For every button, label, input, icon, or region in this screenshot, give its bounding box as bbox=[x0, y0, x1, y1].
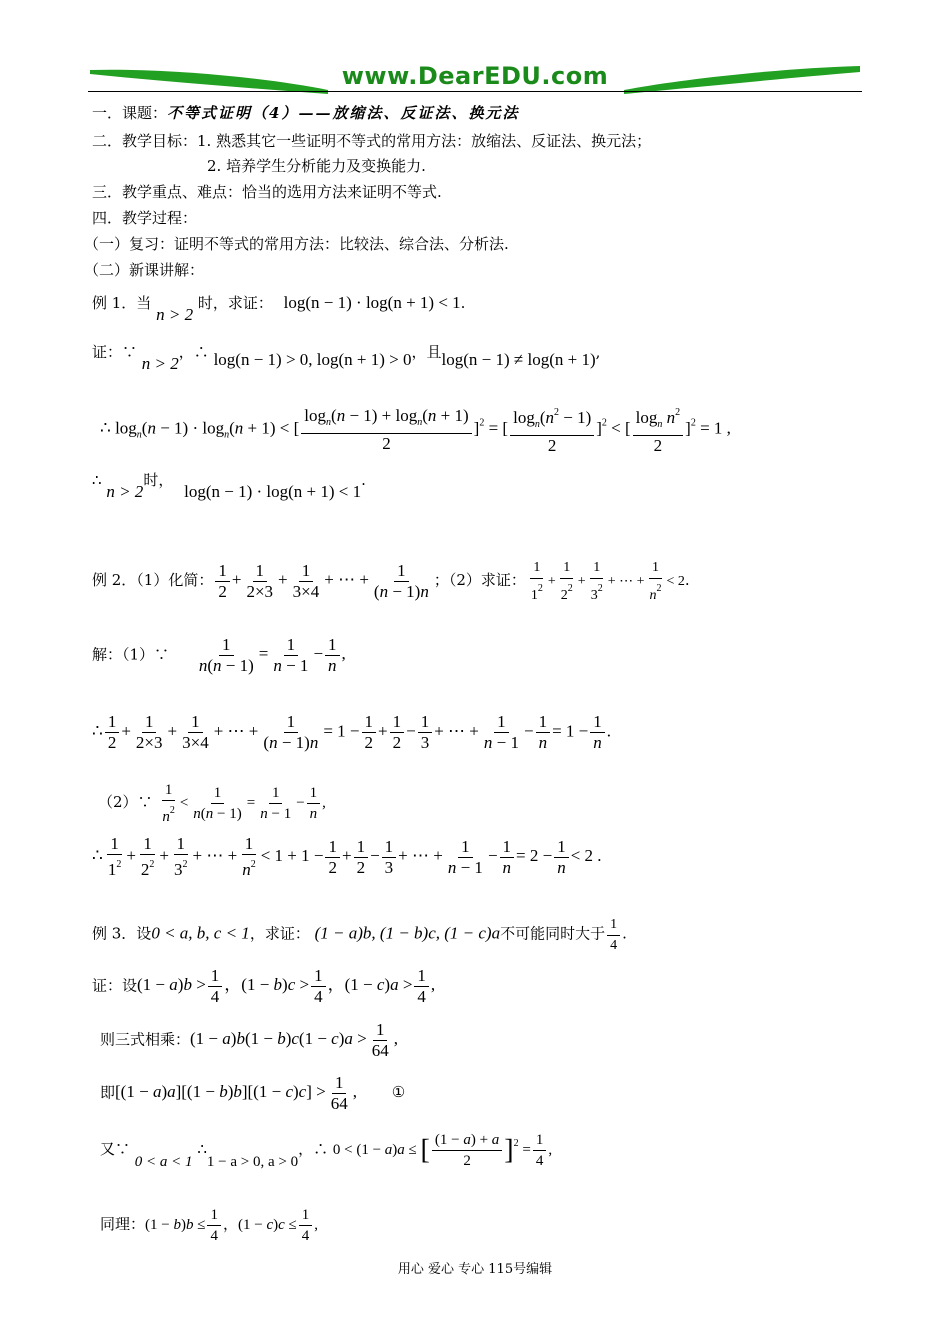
math: 1 − a > 0, a > 0 bbox=[206, 1153, 299, 1170]
math: log(n − 1) > 0, log(n + 1) > 0 bbox=[213, 350, 412, 369]
text: 例 1．当 bbox=[92, 294, 152, 312]
ex3-proof-1 bbox=[92, 966, 435, 1007]
outline-line-7: （二）新课讲解： bbox=[84, 261, 205, 279]
ex1-question: 例 1．当 n > 2 时，求证： log(n − 1) · log(n + 1) < 1. bbox=[92, 293, 466, 324]
equation-marker: ① bbox=[391, 1083, 406, 1102]
math: (1 − a)b > $\frac{1}{4}$ ，(1 − b)c > $\frac{1}{4}$ ，(1 − c)a > $\frac{1}{4}$ , bbox=[137, 966, 436, 1006]
logo: www.DearEDU.com bbox=[341, 62, 609, 90]
math-sum-prove: $\frac{1}{1^2}$ + $\frac{1}{2^2}$ + $\frac{1}{3^2}$ + ⋯ + $\frac{1}{n^2}$ < 2 bbox=[530, 560, 685, 603]
math: n > 2 bbox=[106, 482, 144, 501]
math: n > 2 bbox=[141, 354, 179, 373]
math: [(1 − a)a][(1 − b)b][(1 − c)c] > $\frac{1}{64}$ , bbox=[115, 1073, 357, 1113]
math: log(n − 1) · log(n + 1) < 1 bbox=[283, 293, 461, 312]
text: 同理： bbox=[100, 1214, 146, 1233]
outline-line-1 bbox=[92, 103, 519, 123]
text: 例 2．（1）化简： bbox=[92, 571, 214, 590]
text: 即 bbox=[100, 1083, 116, 1102]
math: 0 < a < 1 bbox=[134, 1153, 193, 1170]
text: 又∵ bbox=[100, 1139, 131, 1158]
text: ，∴ bbox=[298, 1139, 329, 1158]
math: (1 − b)b ≤ $\frac{1}{4}$ ，(1 − c)c ≤ $\frac{1}{4}$ , bbox=[145, 1207, 319, 1244]
text: ∴ bbox=[92, 471, 102, 489]
text: 时，求证： bbox=[197, 294, 273, 312]
text: 则三式相乘： bbox=[100, 1030, 191, 1049]
text: ，求证： bbox=[249, 924, 310, 943]
outline-line-3: 2. 培养学生分析能力及变换能力. bbox=[207, 157, 426, 175]
page-footer: 用心 爱心 专心 115号编辑 bbox=[397, 1262, 553, 1277]
ex2-solution-4: ∴ $\frac{1}{1^2}$ + $\frac{1}{2^2}$ + $\frac{1}{3^2}$ + ⋯ + $\frac{1}{n^2}$ < 1 + 1 − $\frac{1}{2}$ + $\frac{1}{2}$ − $\frac{1}{3}$ + ⋯ + $\frac{1}{n - 1}$ − $\frac{1}{n}$ = 2 − $\frac{1}{n}$ < 2 . bbox=[92, 834, 602, 879]
text: 时， bbox=[143, 471, 174, 489]
math: (1 − a)b(1 − b)c(1 − c)a > $\frac{1}{64}$ , bbox=[190, 1020, 398, 1060]
math: $\frac{1}{n^2}$ < $\frac{1}{n(n - 1)}$ = $\frac{1}{n - 1}$ − $\frac{1}{n}$ , bbox=[162, 782, 326, 825]
lesson-title: 不等式证明（4）——放缩法、反证法、换元法 bbox=[167, 104, 520, 122]
text: ，且 bbox=[411, 343, 442, 361]
outline-prefix: 一．课题： bbox=[92, 104, 168, 122]
ex1-proof-line-2: ∴ $\log_n(n - 1) \cdot \log_n(n + 1)$ < [ $\frac{\log_n(n - 1) + \log_n(n + 1)}{2}$ ]$^2$ = [ $\frac{\log_n(n^2 - 1)}{2}$ ]$^2$ < [ $\frac{\log_n n^2}{2}$ ]$^2$ = 1 , bbox=[100, 403, 731, 456]
text: ，∴ bbox=[178, 343, 209, 361]
math-sum-simplify: $\frac{1}{2}$ + $\frac{1}{2\times 3}$ + $\frac{1}{3\times 4}$ + ⋯ + $\frac{1}{(n - 1)n}$ bbox=[213, 570, 433, 589]
ex1-conclusion: ∴ n > 2时， log(n − 1) · log(n + 1) < 1. bbox=[92, 471, 366, 501]
ex2-question: 例 2．（1）化简： $\frac{1}{2}$ + $\frac{1}{2\times 3}$ + $\frac{1}{3\times 4}$ + ⋯ + $\frac{1}{(n - 1)n}$ ；（2）求证： $\frac{1}{1^2}$ + $\frac{1}{2^2}$ + $\frac{1}{3^2}$ + ⋯ + $\frac{1}{n^2}$ < 2. bbox=[92, 560, 690, 603]
text: 不可能同时大于 bbox=[500, 924, 606, 943]
math: 0 < (1 − a)a ≤ [ $\frac{(1 - a) + a}{2}$ ]$^2$ = $\frac{1}{4}$ , bbox=[332, 1132, 553, 1169]
ex3-proof-4 bbox=[100, 1130, 552, 1171]
outline-line-2: 二．教学目标：1. 熟悉其它一些证明不等式的常用方法：放缩法、反证法、换元法； bbox=[92, 132, 652, 150]
ex3-proof-3 bbox=[100, 1073, 405, 1114]
ex2-solution-3 bbox=[98, 780, 326, 827]
ex3-proof-5 bbox=[100, 1205, 318, 1246]
ex2-solution-2: ∴ $\frac{1}{2}$ + $\frac{1}{2\times 3}$ + $\frac{1}{3\times 4}$ + ⋯ + $\frac{1}{(n - 1)n}$ = 1 − $\frac{1}{2}$ + $\frac{1}{2}$ − $\frac{1}{3}$ + ⋯ + $\frac{1}{n - 1}$ − $\frac{1}{n}$ = 1 − $\frac{1}{n}$ . bbox=[92, 712, 611, 752]
math: n > 2 bbox=[156, 305, 194, 324]
ex1-proof-line-1: 证：∵ n > 2，∴ log(n − 1) > 0, log(n + 1) > 0，且log(n − 1) ≠ log(n + 1), bbox=[92, 343, 601, 373]
header-rule bbox=[88, 91, 862, 92]
text: 证：∵ bbox=[92, 343, 138, 361]
math: $\frac{1}{4}$ bbox=[605, 928, 622, 943]
math: log(n − 1) ≠ log(n + 1) bbox=[441, 350, 596, 369]
outline-line-4: 三．教学重点、难点：恰当的选用方法来证明不等式. bbox=[92, 183, 442, 201]
text: 证：设 bbox=[92, 976, 138, 995]
text: ；（2）求证： bbox=[433, 571, 526, 590]
ex2-solution-1 bbox=[92, 635, 346, 676]
outline-line-5: 四．教学过程： bbox=[92, 209, 198, 227]
text: （2）∵ bbox=[98, 792, 153, 811]
text: ∴ bbox=[197, 1139, 207, 1158]
math: $\frac{1}{n(n - 1)}$ = $\frac{1}{n - 1}$ − $\frac{1}{n}$ , bbox=[198, 635, 346, 675]
ex3-proof-2 bbox=[100, 1020, 398, 1061]
math: (1 − a)b, (1 − b)c, (1 − c)a bbox=[314, 923, 501, 943]
math: log(n − 1) · log(n + 1) < 1 bbox=[184, 482, 362, 501]
text: 解：（1）∵ bbox=[92, 645, 170, 664]
ex3-question: 例 3．设0 < a, b, c < 1，求证： (1 − a)b, (1 − b)c, (1 − c)a不可能同时大于 $\frac{1}{4}$ . bbox=[92, 917, 627, 953]
outline-line-6: （一）复习：证明不等式的常用方法：比较法、综合法、分析法. bbox=[84, 235, 509, 253]
text: 例 3．设 bbox=[92, 924, 152, 943]
math: 0 < a, b, c < 1 bbox=[151, 923, 250, 943]
